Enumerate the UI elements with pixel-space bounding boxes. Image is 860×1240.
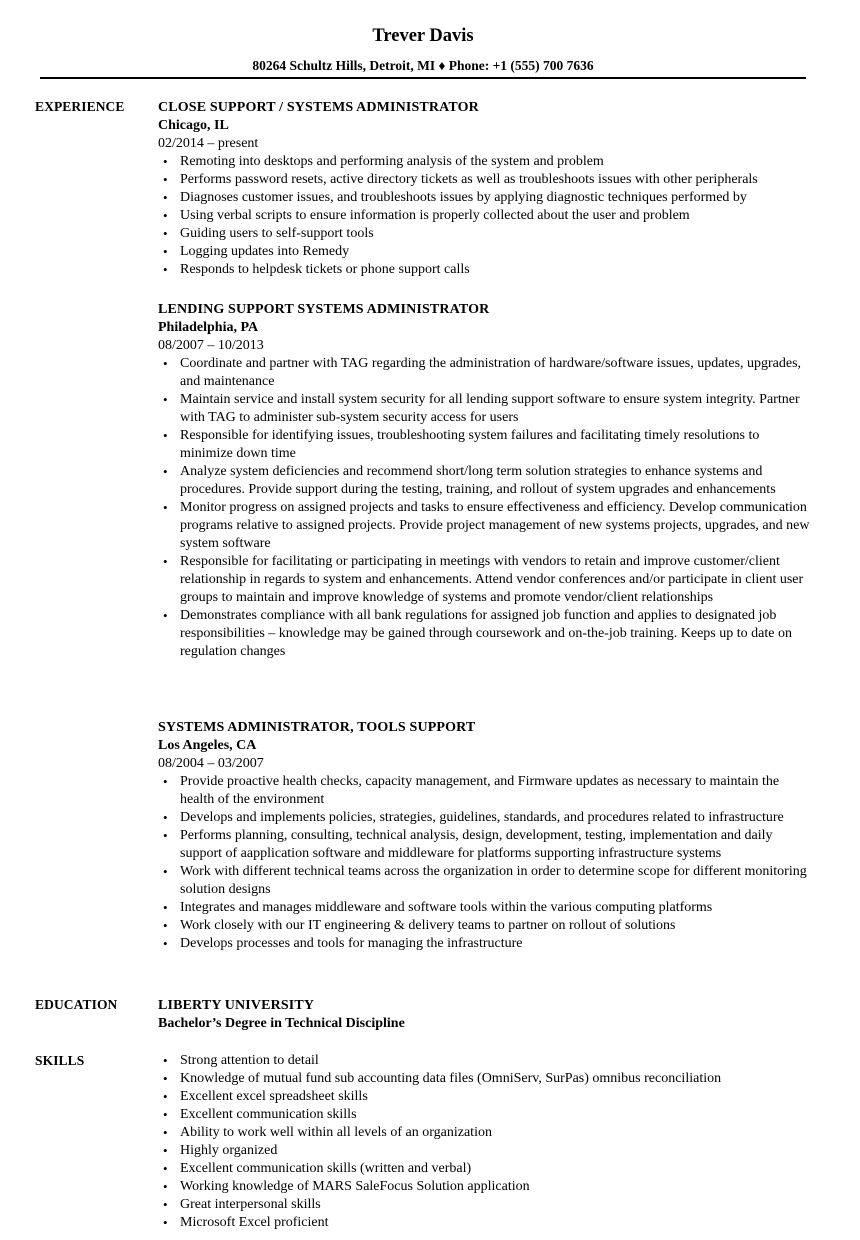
list-item: • Performs password resets, active directory tickets as well as troubleshoots issues with other peripherals <box>158 171 810 189</box>
job-entry <box>158 301 818 661</box>
list-item: • Responsible for identifying issues, troubleshooting system failures and facilitating timely resolutions to minimize down time <box>158 427 810 463</box>
job-entry <box>158 719 818 953</box>
candidate-name: Trever Davis <box>372 26 474 46</box>
job-title: SYSTEMS ADMINISTRATOR, TOOLS SUPPORT <box>158 720 476 735</box>
list-item: • Maintain service and install system security for all lending support software to ensure system integrity. Partner with TAG to administer sub-system security access for users <box>158 391 810 427</box>
job-title: LENDING SUPPORT SYSTEMS ADMINISTRATOR <box>158 302 490 317</box>
section-label-experience: EXPERIENCE <box>35 99 125 114</box>
job-entry <box>158 99 818 279</box>
list-item: • Responsible for facilitating or participating in meetings with vendors to retain and improve customer/client relationship in regards to system and enhancements. Attend vendor conferences and/or participate in client user groups to maintain and improve knowledge of systems and promote vendor/client relationships <box>158 553 810 607</box>
list-item: • Work with different technical teams across the organization in order to determine scope for different monitoring solution designs <box>158 863 810 899</box>
list-item: • Provide proactive health checks, capacity management, and Firmware updates as necessary to maintain the health of the environment <box>158 773 810 809</box>
list-item: • Responds to helpdesk tickets or phone support calls <box>158 261 810 279</box>
job-dates: 02/2014 – present <box>158 136 259 151</box>
section-label-skills: SKILLS <box>35 1053 85 1068</box>
list-item: • Analyze system deficiencies and recommend short/long term solution strategies to enhance systems and procedures. Provide support during the testing, training, and rollout of system upgrades and enhancements <box>158 463 810 499</box>
education-entry <box>158 997 818 1033</box>
list-item: • Performs planning, consulting, technical analysis, design, development, testing, implementation and daily support of aapplication software and middleware for platforms supporting infrastructure systems <box>158 827 810 863</box>
job-bullet-list <box>158 153 818 279</box>
school-name: LIBERTY UNIVERSITY <box>158 998 315 1013</box>
list-item: • Diagnoses customer issues, and troubleshoots issues by applying diagnostic techniques performed by <box>158 189 810 207</box>
list-item: • Highly organized <box>158 1142 810 1160</box>
list-item: • Microsoft Excel proficient <box>158 1214 810 1232</box>
list-item: • Logging updates into Remedy <box>158 243 810 261</box>
list-item: • Develops processes and tools for managing the infrastructure <box>158 935 810 953</box>
list-item: • Strong attention to detail <box>158 1052 810 1070</box>
job-title: CLOSE SUPPORT / SYSTEMS ADMINISTRATOR <box>158 100 479 115</box>
list-item: • Remoting into desktops and performing analysis of the system and problem <box>158 153 810 171</box>
list-item: • Great interpersonal skills <box>158 1196 810 1214</box>
list-item: • Working knowledge of MARS SaleFocus Solution application <box>158 1178 810 1196</box>
contact-line: 80264 Schultz Hills, Detroit, MI ♦ Phone: +1 (555) 700 7636 <box>252 58 594 73</box>
list-item: • Excellent excel spreadsheet skills <box>158 1088 810 1106</box>
job-bullet-list <box>158 355 818 661</box>
job-location: Philadelphia, PA <box>158 320 259 335</box>
list-item: • Monitor progress on assigned projects and tasks to ensure effectiveness and efficiency. Develop communication programs relative to assigned projects. Provide project management of new systems projects, upgrades, and new system software <box>158 499 810 553</box>
list-item: • Using verbal scripts to ensure information is properly collected about the user and problem <box>158 207 810 225</box>
list-item: • Work closely with our IT engineering & delivery teams to partner on rollout of solutions <box>158 917 810 935</box>
list-item: • Integrates and manages middleware and software tools within the various computing platforms <box>158 899 810 917</box>
list-item: • Excellent communication skills <box>158 1106 810 1124</box>
list-item: • Knowledge of mutual fund sub accounting data files (OmniServ, SurPas) omnibus reconciliation <box>158 1070 810 1088</box>
degree: Bachelor’s Degree in Technical Discipline <box>158 1016 405 1031</box>
job-location: Chicago, IL <box>158 118 229 133</box>
skills-list-container <box>158 1052 818 1232</box>
job-bullet-list <box>158 773 818 953</box>
list-item: • Demonstrates compliance with all bank regulations for assigned job function and applies to designated job responsibilities – knowledge may be gained through coursework and on-the-job training. Keeps up to date on regulation changes <box>158 607 810 661</box>
job-dates: 08/2007 – 10/2013 <box>158 338 264 353</box>
list-item: • Coordinate and partner with TAG regarding the administration of hardware/software issues, updates, upgrades, and maintenance <box>158 355 810 391</box>
list-item: • Excellent communication skills (written and verbal) <box>158 1160 810 1178</box>
list-item: • Guiding users to self-support tools <box>158 225 810 243</box>
job-location: Los Angeles, CA <box>158 738 257 753</box>
skills-list <box>158 1052 818 1232</box>
list-item: • Develops and implements policies, strategies, guidelines, standards, and procedures related to infrastructure <box>158 809 810 827</box>
list-item: • Ability to work well within all levels of an organization <box>158 1124 810 1142</box>
job-dates: 08/2004 – 03/2007 <box>158 756 264 771</box>
section-label-education: EDUCATION <box>35 997 118 1012</box>
header-divider <box>40 77 806 79</box>
